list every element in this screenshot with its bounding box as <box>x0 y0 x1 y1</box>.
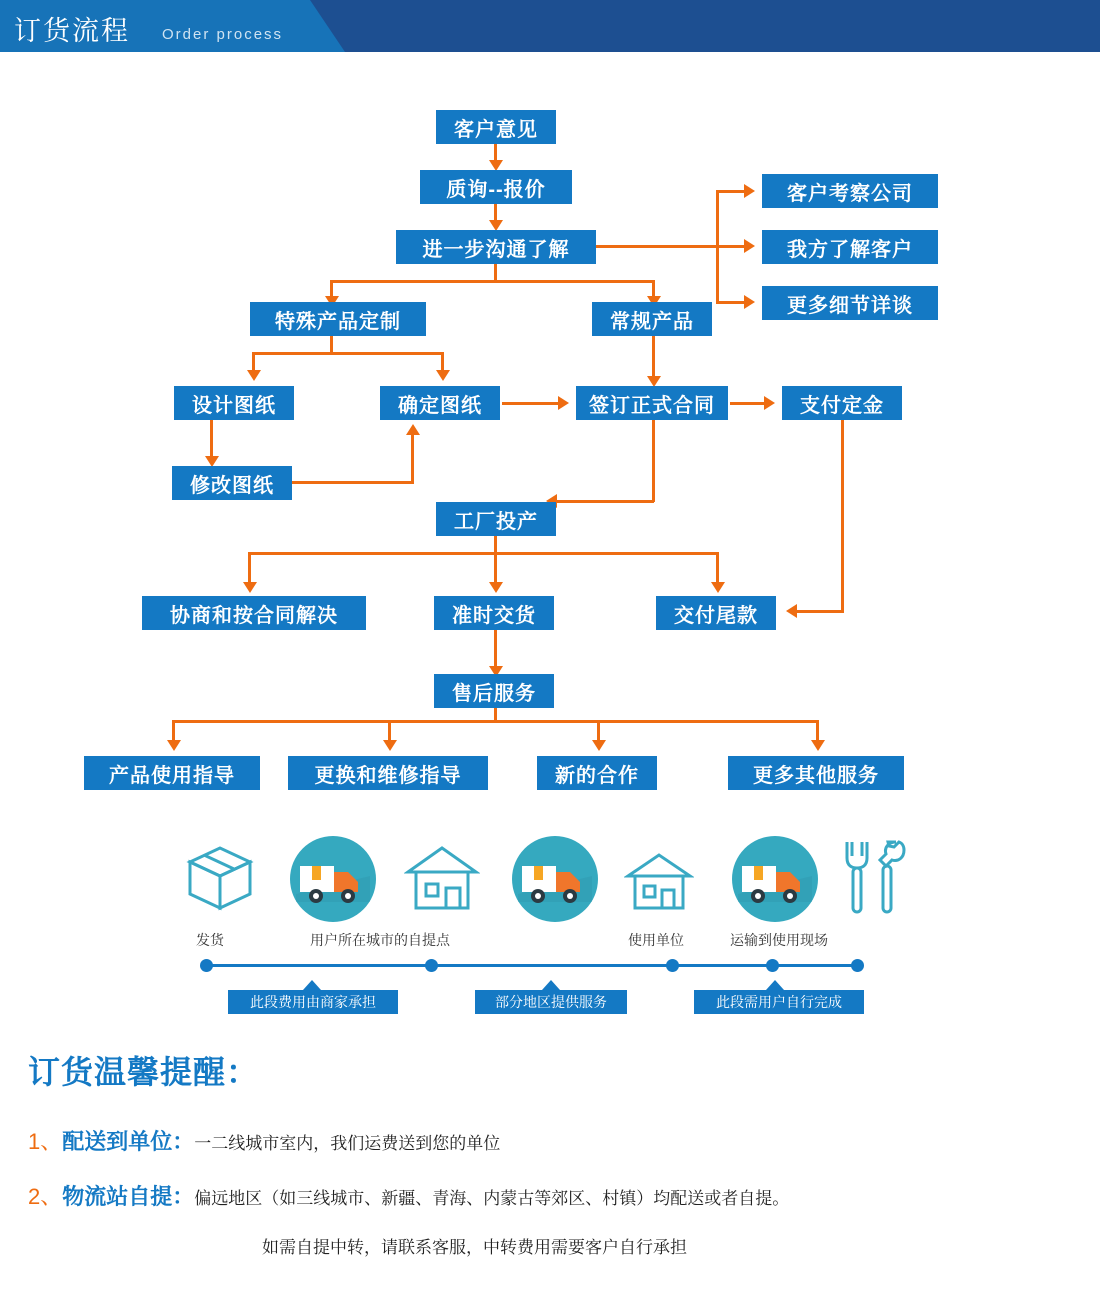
note-1-number: 1、 <box>28 1129 63 1154</box>
box-icon-caption: 发货 <box>196 932 224 948</box>
notes-title: 订货温馨提醒： <box>28 1054 260 1090</box>
page-subtitle: Order process <box>162 26 284 43</box>
connector-n13-up-v <box>411 434 414 484</box>
arrowhead-n5 <box>744 239 755 253</box>
node-custom-product[interactable]: 特殊产品定制 <box>250 302 426 336</box>
node-customer-opinion[interactable]: 客户意见 <box>436 110 556 144</box>
connector-n9-n13 <box>210 420 213 458</box>
timeline-dot-1 <box>200 959 213 972</box>
connector-to-n20 <box>388 720 391 742</box>
note-item-1 <box>28 1125 500 1156</box>
timeline-dot-4 <box>766 959 779 972</box>
arrowhead-n16 <box>489 582 503 593</box>
node-negotiate-contract-solution[interactable]: 协商和按合同解决 <box>142 596 366 630</box>
arrowhead-n21 <box>592 740 606 751</box>
node-further-communication[interactable]: 进一步沟通了解 <box>396 230 596 264</box>
node-final-payment[interactable]: 交付尾款 <box>656 596 776 630</box>
connector-n11-n12 <box>730 402 766 405</box>
arrowhead-n10-n11 <box>558 396 569 410</box>
node-after-sales-service[interactable]: 售后服务 <box>434 674 554 708</box>
timeline-dot-2 <box>425 959 438 972</box>
connector-split-row8 <box>248 552 718 555</box>
connector-split-row5 <box>252 352 444 355</box>
truck-icon-3 <box>728 832 822 931</box>
page-header <box>0 0 1100 52</box>
house-icon-2-caption: 使用单位 <box>628 932 684 948</box>
tag-user-completes: 此段需用户自行完成 <box>694 990 864 1014</box>
connector-to-n15 <box>248 552 251 584</box>
connector-split-row4 <box>330 280 654 283</box>
connector-n8-down <box>652 336 655 378</box>
arrowhead-n19 <box>167 740 181 751</box>
arrowhead-n4 <box>744 184 755 198</box>
node-modify-drawing[interactable]: 修改图纸 <box>172 466 292 500</box>
timeline-dot-5 <box>851 959 864 972</box>
connector-split-row10 <box>172 720 818 723</box>
truck-icon-3-caption: 运输到使用现场 <box>730 932 828 948</box>
connector-n11-down <box>652 420 655 502</box>
note-1-colon: ： <box>172 1129 195 1154</box>
note-2-key: 物流站自提 <box>62 1184 173 1209</box>
connector-n12-down <box>841 420 844 612</box>
box-icon <box>182 840 258 921</box>
node-customer-visits-company[interactable]: 客户考察公司 <box>762 174 938 208</box>
house-icon-2 <box>624 850 694 919</box>
arrowhead-n11-n12 <box>764 396 775 410</box>
note-item-2 <box>28 1180 789 1211</box>
node-inquiry-quote[interactable]: 质询--报价 <box>420 170 572 204</box>
node-confirm-drawing[interactable]: 确定图纸 <box>380 386 500 420</box>
node-design-drawing[interactable]: 设计图纸 <box>174 386 294 420</box>
page-title: 订货流程 <box>14 16 130 46</box>
arrowhead-n10 <box>436 370 450 381</box>
connector-n13-up-h <box>292 481 414 484</box>
tag-tip-1 <box>303 980 321 990</box>
arrowhead-n17 <box>711 582 725 593</box>
node-sign-contract[interactable]: 签订正式合同 <box>576 386 728 420</box>
connector-to-n9 <box>252 352 255 372</box>
connector-bus-n4 <box>716 190 746 193</box>
house-icon-1 <box>404 842 480 919</box>
node-more-details[interactable]: 更多细节详谈 <box>762 286 938 320</box>
timeline-track <box>205 964 860 967</box>
arrowhead-n13-n10 <box>406 424 420 435</box>
node-standard-product[interactable]: 常规产品 <box>592 302 712 336</box>
connector-n12-n17 <box>796 610 844 613</box>
house-icon-1-caption: 用户所在城市的自提点 <box>310 932 450 948</box>
arrowhead-n22 <box>811 740 825 751</box>
note-1-key: 配送到单位 <box>62 1129 173 1154</box>
logistics-diagram <box>0 820 1100 1020</box>
arrowhead-n12-n17 <box>786 604 797 618</box>
tag-tip-2 <box>542 980 560 990</box>
node-on-time-delivery[interactable]: 准时交货 <box>434 596 554 630</box>
connector-n10-n11 <box>502 402 560 405</box>
node-product-usage-guide[interactable]: 产品使用指导 <box>84 756 260 790</box>
connector-bus-n5 <box>716 245 746 248</box>
truck-icon-1 <box>286 832 380 931</box>
connector-n11-n14 <box>556 500 654 503</box>
connector-to-n10 <box>441 352 444 372</box>
arrowhead-n20 <box>383 740 397 751</box>
tools-icon <box>840 836 914 925</box>
node-new-cooperation[interactable]: 新的合作 <box>537 756 657 790</box>
tag-tip-3 <box>766 980 784 990</box>
note-2-value: 偏远地区（如三线城市、新疆、青海、内蒙古等郊区、村镇）均配送或者自提。 <box>194 1189 790 1208</box>
truck-icon-2 <box>508 832 602 931</box>
connector-to-n16 <box>494 552 497 584</box>
note-2-colon: ： <box>172 1184 195 1209</box>
note-sub-text: 如需自提中转，请联系客服，中转费用需要客户自行承担 <box>262 1238 687 1257</box>
connector-n3-rightbus <box>596 245 718 248</box>
tag-partial-region-service: 部分地区提供服务 <box>475 990 627 1014</box>
node-more-other-services[interactable]: 更多其他服务 <box>728 756 904 790</box>
tag-merchant-covers-cost: 此段费用由商家承担 <box>228 990 398 1014</box>
connector-to-n21 <box>597 720 600 742</box>
timeline-dot-3 <box>666 959 679 972</box>
connector-to-n22 <box>816 720 819 742</box>
connector-to-n17 <box>716 552 719 584</box>
arrowhead-n6 <box>744 295 755 309</box>
node-we-understand-customer[interactable]: 我方了解客户 <box>762 230 938 264</box>
arrowhead-n9 <box>247 370 261 381</box>
node-factory-production[interactable]: 工厂投产 <box>436 502 556 536</box>
connector-bus-n6 <box>716 301 746 304</box>
node-replacement-repair-guide[interactable]: 更换和维修指导 <box>288 756 488 790</box>
note-2-number: 2、 <box>28 1184 63 1209</box>
node-pay-deposit[interactable]: 支付定金 <box>782 386 902 420</box>
connector-to-n19 <box>172 720 175 742</box>
note-1-value: 一二线城市室内，我们运费送到您的单位 <box>194 1134 501 1153</box>
connector-n16-n18 <box>494 630 497 668</box>
arrowhead-n15 <box>243 582 257 593</box>
